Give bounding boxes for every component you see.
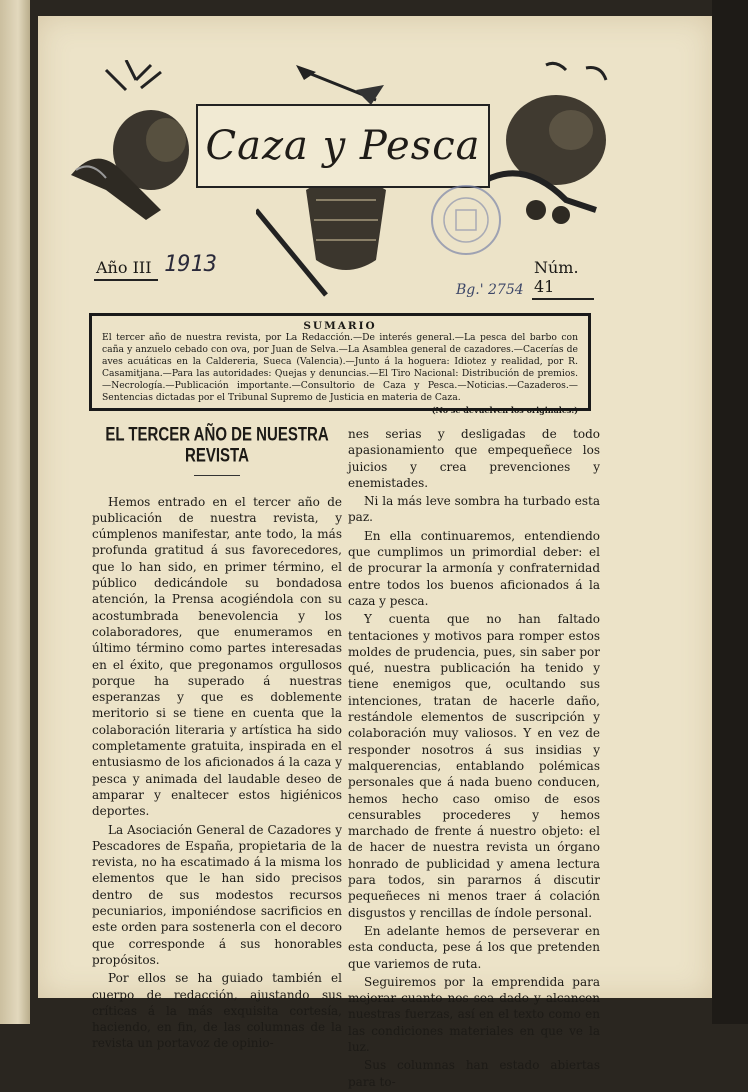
article-paragraph: Por ellos se ha guiado también el cuerpo de redacción, ajustando sus críticas á la más exquisita cortesía, haciendo, en fin, de las columnas de la revista un portavoz de opinio- — [92, 971, 342, 1051]
article-paragraph: Y cuenta que no han faltado tentaciones y motivos para romper estos moldes de prudencia, pues, sin saber por qué, nuestra publicación ha tenido y tiene enemigos que, ocultando sus intenciones, tratan de hacerle daño, restándole elementos de suscripción y colaboración muy valiosos. Y en vez de responder nosotros á sus insidias y malquerencias, entablando polémicas personales que á nada bueno conducen, hemos hecho caso omiso de esos censurables procederes y hemos marchado de frente á nuestro objeto: el de hacer de nuestra revista un órgano honrado de publicidad y amena lectura para todos, sin pararnos á discutir pequeñeces ni menos traer á colación disgustos y rencillas de índole personal. — [348, 612, 600, 920]
spear-ornament-icon — [296, 60, 386, 110]
article-headline: EL TERCER AÑO DE NUESTRA REVISTA — [105, 423, 329, 468]
summary-note: (No se devuelven los originales.) — [431, 405, 578, 415]
library-stamp-icon — [426, 180, 506, 260]
article-paragraph: Sus columnas han estado abiertas para to- — [348, 1058, 600, 1089]
stag-head-icon — [66, 60, 216, 230]
article-left-column — [92, 423, 342, 1054]
summary-title: SUMARIO — [303, 320, 377, 332]
facing-page-edge — [0, 0, 30, 1024]
article-paragraph: En adelante hemos de perseverar en esta conducta, pese á los que pretenden que variemos de ruta. — [348, 923, 600, 971]
issue-info-row — [94, 252, 594, 298]
article-paragraph: La Asociación General de Cazadores y Pescadores de España, propietaria de la revista, no ha escatimado á la misma los elementos que le han sido precisos dentro de sus modestos recursos pecuniarios, imponiéndose sacrificios en este orden para sostenerla con el decoro que corresponde á sus honorables propósitos. — [92, 822, 342, 967]
summary-body: El tercer año de nuestra revista, por La Redacción.—De interés general.—La pesca del barbo con caña y anzuelo cebado con ova, por Juan de Selva.—La Asamblea general de cazadores.—Cacerías de aves acuáticas en la Caldereria, Sueca (Valencia).—Junto á la hoguera: Idiotez y realidad, por R. Casamitjana.—Para las autoridades: Quejas y denuncias.—El Tiro Nacional: Distribución de premios.—Necrología.—Publicación importante.—Consultorio de Caza y Pesca.—Noticias.—Cazaderos.—Sentencias dictadas por el Tribunal Supremo de Justicia en materia de Caza. — [102, 332, 578, 403]
handwritten-year: 1913 — [164, 252, 217, 277]
article-paragraph: En ella continuaremos, entendiendo que cumplimos un primordial deber: el de procurar la armonía y confraternidad entre todos los buenos aficionados á la caza y pesca. — [348, 528, 600, 608]
year-label: Año III — [94, 258, 158, 281]
summary-box — [89, 313, 591, 415]
scan-background — [712, 0, 748, 1024]
article-paragraph: Hemos entrado en el tercer año de publicación de nuestra revista, y cúmplenos manifestar, ante todo, la más profunda gratitud á sus favorecedores, que lo han sido, en primer término, el público dedicándole su bondadosa atención, la Prensa acogiéndola con su acostumbrada benevolencia y los colaboradores, que enumeramos en último término como partes interesadas en el éxito, que pregonamos orgullosos porque ha superado á nuestras esperanzas y que es doblemente meritorio si se tiene en cuenta que la colaboración literaria y artística ha sido completamente gratuita, inspirada en el entusiasmo de los aficionados á la caza y pesca y animada del laudable deseo de amparar y enaltecer estos higiénicos deportes. — [92, 494, 342, 819]
title-banner — [196, 104, 490, 188]
handwritten-catalog-note: Bg.' 2754 — [456, 282, 524, 298]
article-paragraph: Ni la más leve sombra ha turbado esta paz. — [348, 494, 600, 525]
article-paragraph: Seguiremos por la emprendida para mejorar cuanto nos sea dado y alcancen nuestras fuerzas, así en el texto como en las condiciones materiales en que ve la luz. — [348, 974, 600, 1054]
article-right-column — [348, 426, 600, 1092]
headline-divider — [194, 475, 240, 476]
magazine-title: Caza y Pesca — [205, 123, 481, 169]
article-paragraph: nes serias y desligadas de todo apasionamiento que empequeñece los juicios y crea prevenciones y enemistades. — [348, 427, 600, 490]
issue-number: Núm. 41 — [532, 258, 594, 300]
